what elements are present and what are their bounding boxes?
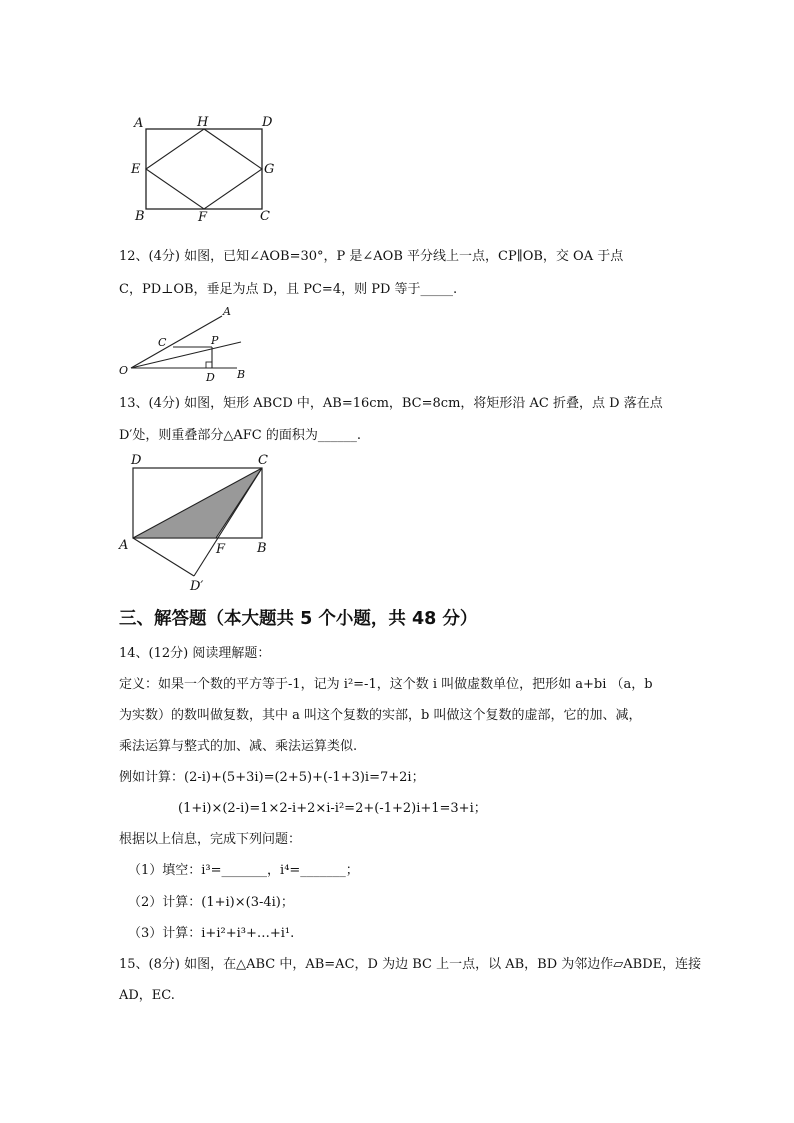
label-H: H	[197, 115, 209, 130]
q12-text-line2: C，PD⊥OB，垂足为点 D，且 PC=4，则 PD 等于_____.	[119, 282, 458, 297]
figure-angle-bisector	[115, 302, 255, 384]
label-C: C	[158, 336, 167, 349]
figure-rectangle-rhombus	[125, 110, 285, 225]
q14-example-line2: (1+i)×(2-i)=1×2-i+2×i-i²=2+(-1+2)i+1=3+i；	[178, 801, 487, 816]
q14-part3: （3）计算：i+i²+i³+…+i¹.	[128, 926, 295, 941]
label-F: F	[216, 542, 226, 557]
label-A: A	[223, 305, 231, 318]
bisector-OP	[131, 342, 241, 368]
label-O: O	[119, 364, 129, 377]
q14-part2: （2）计算：(1+i)×(3-4i)；	[128, 895, 294, 910]
q14-part1: （1）填空：i³=_______，i⁴=_______；	[128, 863, 359, 878]
q14-example-line1: 例如计算：(2-i)+(5+3i)=(2+5)+(-1+3)i=7+2i；	[119, 770, 425, 785]
ray-OA	[131, 316, 222, 368]
label-D: D	[131, 453, 142, 468]
q14-text-line1: 14、(12分) 阅读理解题：	[119, 646, 271, 661]
label-C: C	[258, 453, 268, 468]
label-B: B	[257, 541, 267, 556]
q14-text-line3: 为实数）的数叫做复数，其中 a 叫这个复数的实部，b 叫做这个复数的虚部，它的加、减，	[119, 708, 642, 723]
q14-instruction: 根据以上信息，完成下列问题：	[119, 832, 302, 847]
q12-text-line1: 12、(4分) 如图，已知∠AOB=30°，P 是∠AOB 平分线上一点，CP∥OB，交 OA 于点	[119, 249, 624, 264]
q13-text-line1: 13、(4分) 如图，矩形 ABCD 中，AB=16cm，BC=8cm，将矩形沿 AC 折叠，点 D 落在点	[119, 396, 663, 411]
label-P: P	[211, 334, 219, 347]
label-C: C	[260, 209, 270, 224]
label-A: A	[119, 538, 129, 553]
right-angle-mark	[206, 362, 212, 368]
figure-folded-rectangle	[115, 448, 280, 596]
label-B: B	[237, 368, 246, 381]
q14-text-line4: 乘法运算与整式的加、减、乘法运算类似.	[119, 739, 358, 754]
label-D: D	[262, 115, 273, 130]
label-F: F	[198, 210, 208, 225]
overlap-triangle-afc[interactable]	[133, 468, 262, 538]
section-heading: 三、解答题（本大题共 5 个小题，共 48 分）	[119, 609, 478, 629]
rhombus-hgfe	[146, 129, 262, 209]
label-B: B	[135, 209, 145, 224]
rectangle-abcd	[146, 129, 262, 209]
label-A: A	[134, 116, 144, 131]
label-D-prime: D′	[190, 579, 204, 594]
q13-text-line2: D′处，则重叠部分△AFC 的面积为______.	[119, 428, 361, 443]
label-G: G	[264, 162, 275, 177]
q15-text-line1: 15、(8分) 如图，在△ABC 中，AB=AC，D 为边 BC 上一点，以 AB，BD 为邻边作▱ABDE，连接	[119, 957, 702, 972]
q14-text-line2: 定义：如果一个数的平方等于-1，记为 i²=-1，这个数 i 叫做虚数单位，把形如 a+bi （a，b	[119, 677, 653, 692]
label-D: D	[206, 371, 215, 384]
label-E: E	[131, 162, 141, 177]
q15-text-line2: AD，EC.	[119, 988, 175, 1003]
segment-AD-prime	[133, 538, 194, 576]
